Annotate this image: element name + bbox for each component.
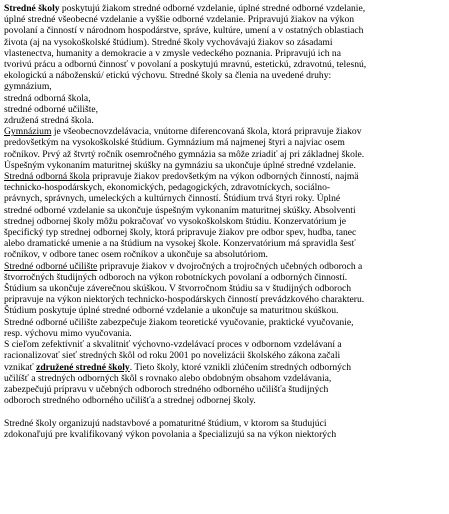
zss-line: odboroch stredného odborného učilišťa a strednej odbornej školy.: [4, 395, 256, 407]
sou-first-line-rest: pripravuje žiakov v dvojročných a trojročných učebných odboroch a: [97, 260, 363, 272]
school-type-item: stredná odborná škola,: [4, 92, 91, 104]
zss-line: S cieľom zefektívniť a skvalitniť výchovno-vzdelávací proces v odbornom vzdelávaní a: [4, 339, 342, 351]
gymnazium-line: ročníkov. Prvý až štvrtý ročník osemročného gymnázia sa môže zriadiť aj pri základnej škole.: [4, 148, 365, 160]
gymnazium-first-line-rest: je všeobecnovzdelávacia, vnútorne diferencovaná škola, ktorá pripravuje žiakov: [51, 126, 362, 138]
gymnazium-term: Gymnázium: [4, 126, 52, 138]
sos-line: alebo dramatické umenie a na štúdium na vysokej škole. Konzervatórium má spravidla šesť: [4, 238, 356, 250]
sou-paragraph: [4, 261, 445, 339]
gymnazium-first-line: [4, 126, 445, 137]
sos-paragraph: [4, 171, 445, 261]
closing-line: Stredné školy organizujú nadstavbové a pomaturitné štúdium, v ktorom sa študujúci: [4, 417, 327, 429]
gymnazium-line: predovšetkým na vysokoškolské štúdium. Gymnázium má najmenej štyri a najviac osem: [4, 137, 345, 149]
zss-line: zabezpečujú prípravu v učebných odboroch stredného odborného učilišťa študijných: [4, 383, 329, 395]
sos-line: stredné odborné vzdelanie sa ukončuje úspešným vykonaním maturitnej skúšky. Absolventi: [4, 204, 356, 216]
document-page: [4, 3, 445, 440]
zss-term-line-before: vznikať: [4, 361, 37, 373]
zss-paragraph: [4, 339, 445, 406]
sos-first-line: [4, 171, 445, 182]
intro-paragraph: [4, 3, 445, 126]
intro-line: povolaní a činností v národnom hospodárstve, správe, kultúre, umení a v ostatných oblastiach: [4, 25, 364, 37]
zss-term-line: [4, 362, 445, 373]
school-type-item: gymnázium,: [4, 81, 52, 93]
sos-line: strednej odbornej školy môžu pokračovať vo vysokoškolskom štúdiu. Konzervatórium je: [4, 215, 346, 227]
zss-line: racionalizovať sieť stredných škôl od roku 2001 po novelizácii školského zákona začali: [4, 350, 341, 362]
sos-first-line-rest: pripravuje žiakov predovšetkým na výkon odborných činností, najmä: [89, 171, 359, 183]
zss-line: učilíšť a stredných odborných škôl s rovnako alebo obdobným obsahom vzdelávania,: [4, 372, 332, 384]
school-type-item: stredné odborné učilište,: [4, 103, 99, 115]
school-type-item: združená stredná škola.: [4, 115, 94, 127]
sou-line: Štúdium poskytuje úplné stredné odborné vzdelanie a ukončuje sa maturitnou skúškou.: [4, 305, 339, 317]
intro-line: vlastenectva, humanity a demokracie a v zmysle vedeckého poznania. Pripravujú ich na: [4, 47, 341, 59]
sos-line: technicko-hospodárskych, ekonomických, pedagogických, zdravotníckych, sociálno-: [4, 182, 331, 194]
intro-first-line: [4, 3, 445, 14]
intro-line: tvorivú prácu a odbornú činnosť v povolaní a poskytujú mravnú, estetickú, zdravotnú, telesnú,: [4, 59, 367, 71]
intro-line: života (aj na vysokoškolské štúdium). Stredné školy vychovávajú žiakov so zásadami: [4, 36, 333, 48]
closing-line: zdokonaľujú pre kvalifikovaný výkon povolania a špecializujú sa na výkon niektorých: [4, 428, 337, 440]
sos-line: špecifický typ strednej odbornej školy, ktorá pripravuje žiakov pre odbor spev, hudba, tanec: [4, 227, 357, 239]
intro-line: ekologickú a náboženskú/ etickú výchovu. Stredné školy sa členia na uvedené druhy:: [4, 70, 332, 82]
intro-term: Stredné školy: [4, 3, 60, 14]
zss-term: združené stredné školy: [36, 361, 130, 373]
gymnazium-paragraph: [4, 126, 445, 171]
sou-line: resp. výchovu mimo vyučovania.: [4, 327, 132, 339]
paragraph-gap: [4, 406, 445, 417]
sou-first-line: [4, 261, 445, 272]
sou-line: Štúdium sa ukončuje záverečnou skúškou. V štvorročnom štúdiu sa v študijných odboroch: [4, 283, 352, 295]
sou-line: štvorročných študijných odboroch na výkon robotníckych povolaní a odborných činností.: [4, 271, 348, 283]
sos-term: Stredná odborná škola: [4, 171, 90, 183]
sos-line: právnych, správnych, umeleckých a kultúrnych činností. Štúdium trvá štyri roky. Úplné: [4, 193, 341, 205]
intro-line: úplné stredné všeobecné vzdelanie a vyššie odborné vzdelanie. Pripravujú žiakov na výkon: [4, 14, 355, 26]
sou-term: Stredné odborné učilište: [4, 260, 98, 272]
sos-line: ročníkov, v odbore tanec osem ročníkov a ukončuje sa absolutóriom.: [4, 249, 268, 261]
sou-line: Stredné odborné učilište zabezpečuje žiakom teoretické vyučovanie, praktické vyučovanie,: [4, 316, 354, 328]
intro-first-line-rest: poskytujú žiakom stredné odborné vzdelanie, úplné stredné odborné vzdelanie,: [59, 3, 366, 14]
gymnazium-line: Úspešným vykonaním maturitnej skúšky na gymnáziu sa ukončuje úplné stredné vzdelanie.: [4, 159, 356, 171]
zss-term-line-after: . Tieto školy, ktoré vznikli zlúčením stredných odborných: [129, 361, 352, 373]
closing-paragraph: [4, 418, 445, 440]
sou-line: pripravuje na výkon niektorých technicko-hospodárskych činností prevádzkového charakteru.: [4, 294, 365, 306]
